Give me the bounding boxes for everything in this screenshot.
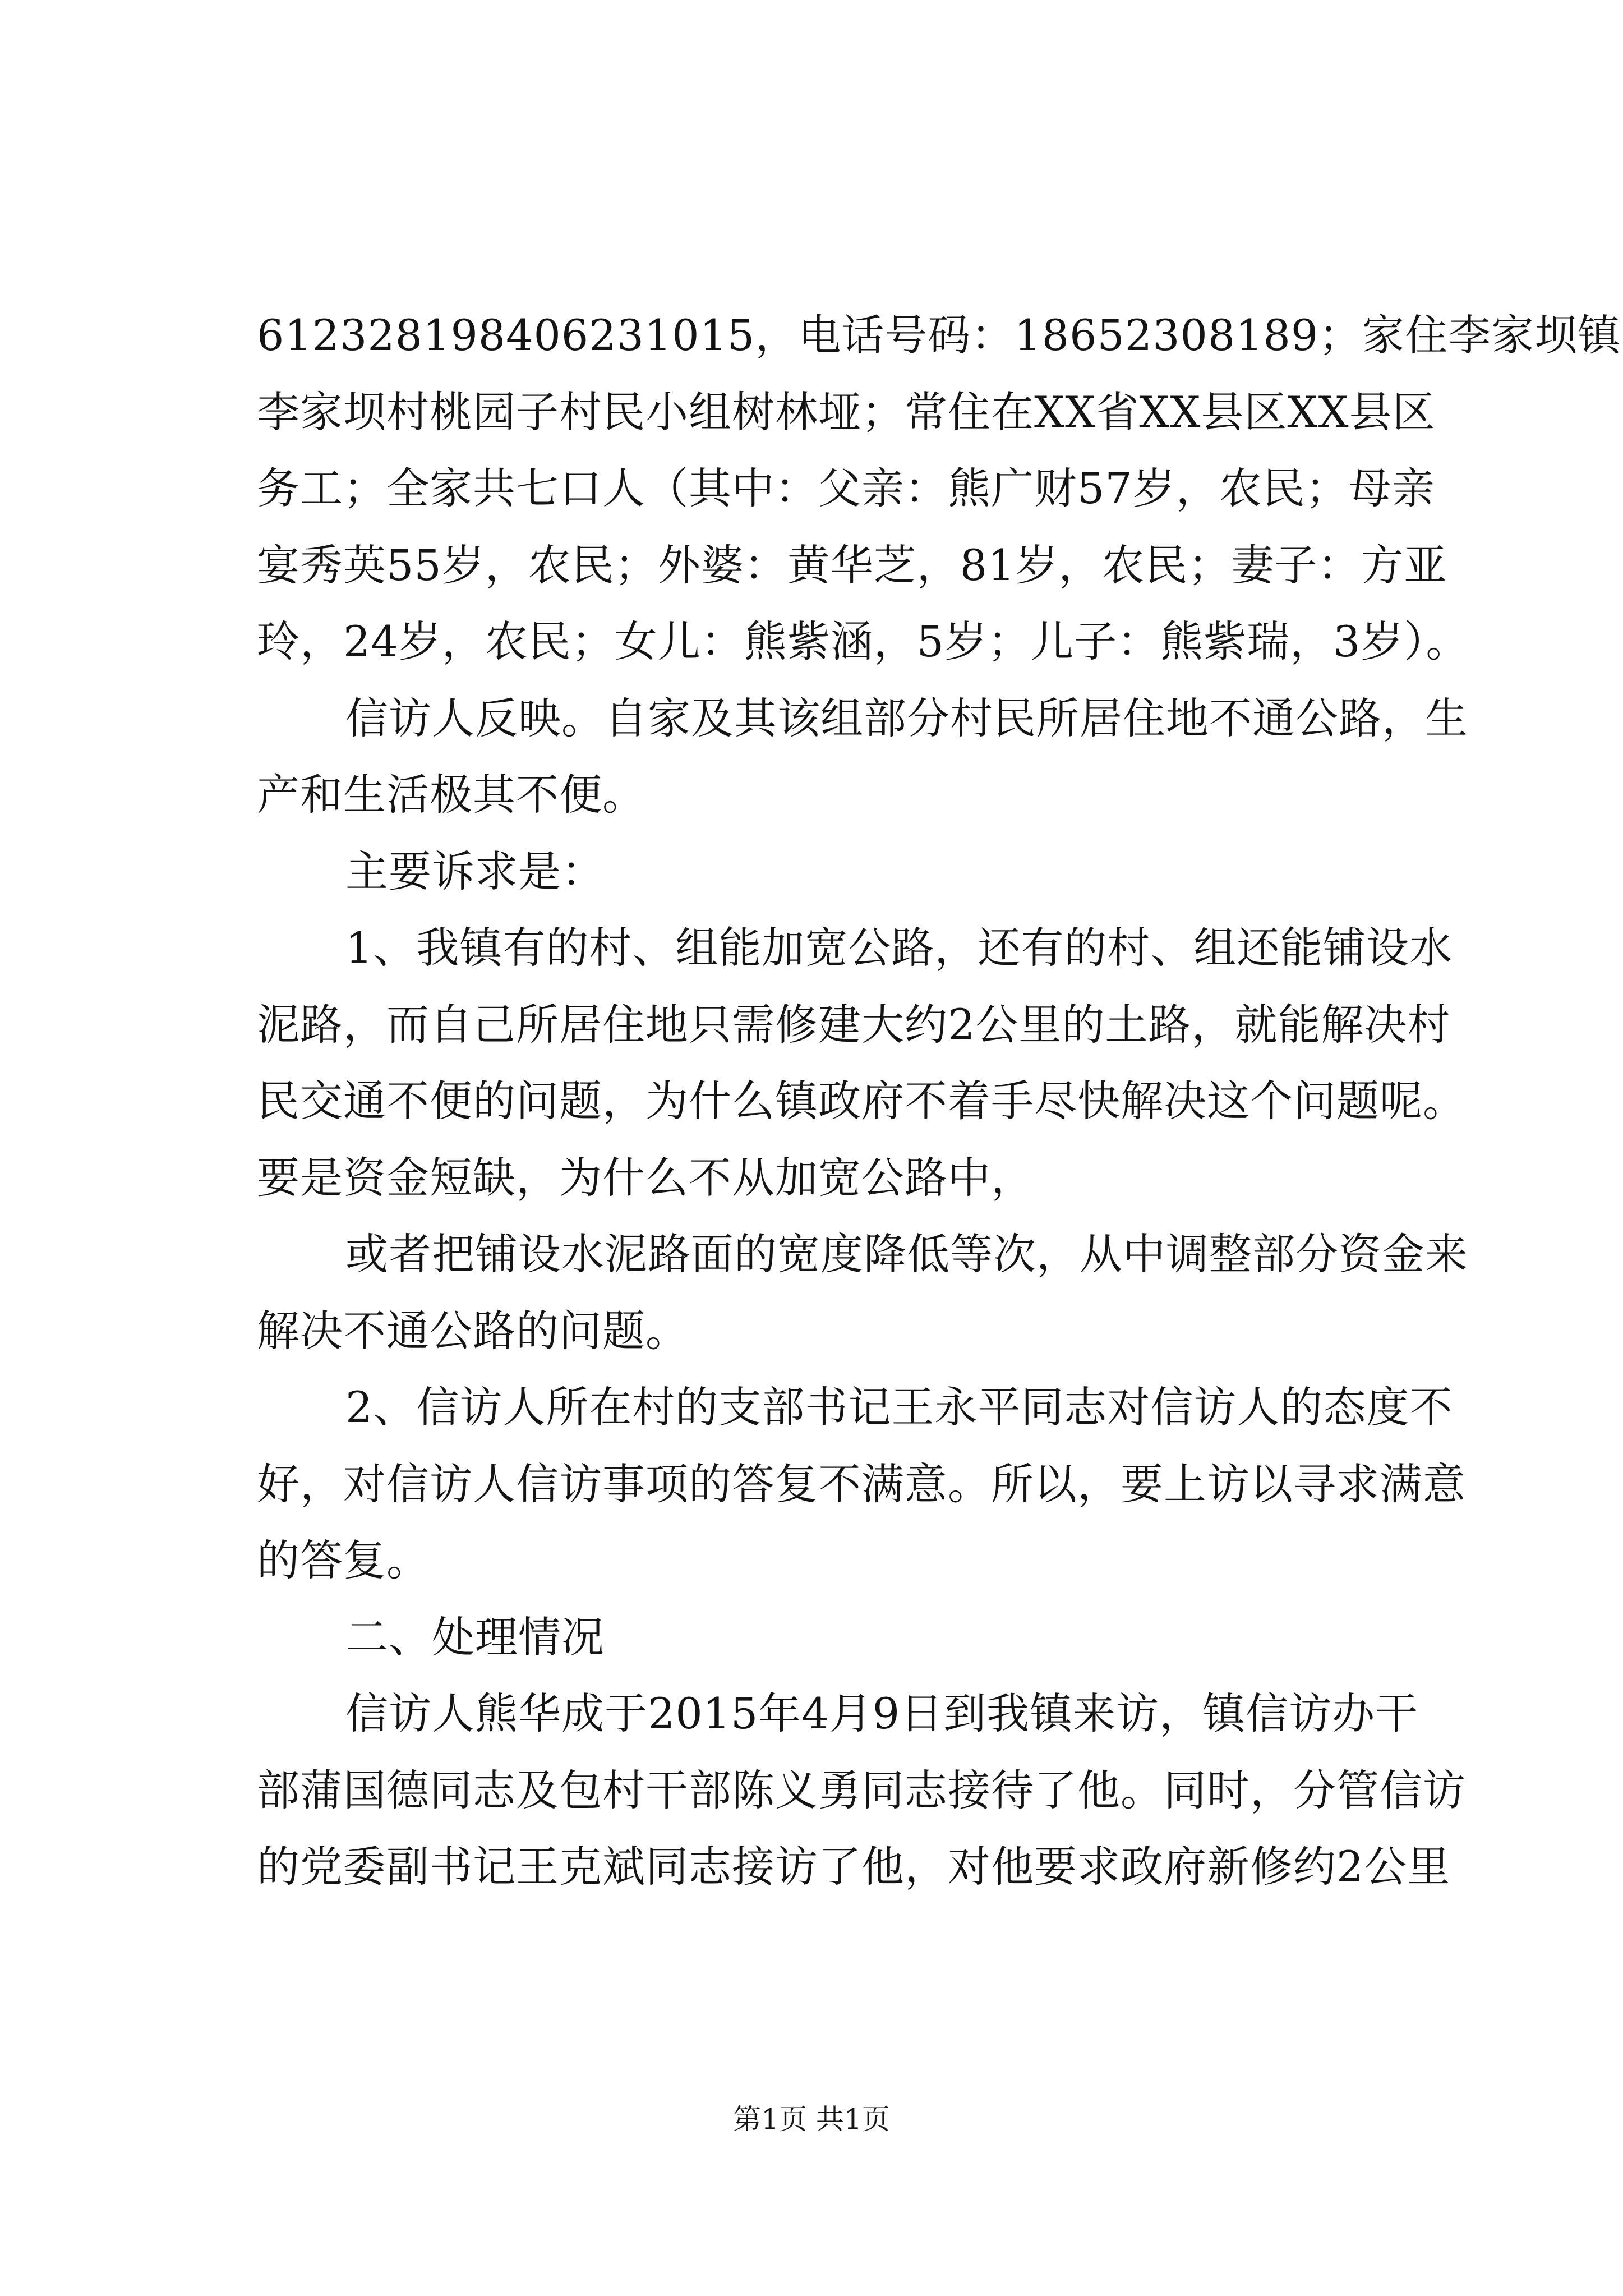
text-line: 产和生活极其不便。 bbox=[257, 770, 645, 820]
document-body bbox=[257, 297, 1621, 1906]
text-line: 信访人熊华成于2015年4月9日到我镇来访，镇信访办干 bbox=[345, 1688, 1419, 1738]
page-number-footer: 第1页 共1页 bbox=[733, 2103, 890, 2136]
text-line: 玲，24岁，农民；女儿：熊紫涵，5岁；儿子：熊紫瑞，3岁）。 bbox=[257, 616, 1469, 666]
text-line: 解决不通公路的问题。 bbox=[257, 1305, 689, 1356]
text-line: 民交通不便的问题，为什么镇政府不着手尽快解决这个问题呢。 bbox=[257, 1076, 1466, 1126]
text-line: 宴秀英55岁，农民；外婆：黄华芝，81岁，农民；妻子：方亚 bbox=[257, 540, 1447, 590]
text-line: 612328198406231015，电话号码：18652308189；家住李家坝镇 bbox=[257, 310, 1621, 360]
text-line: 好，对信访人信访事项的答复不满意。所以，要上访以寻求满意 bbox=[257, 1458, 1466, 1509]
text-line: 的党委副书记王克斌同志接访了他，对他要求政府新修约2公里 bbox=[257, 1842, 1451, 1892]
text-line: 务工；全家共七口人（其中：父亲：熊广财57岁，农民；母亲 bbox=[257, 463, 1435, 513]
text-line: 部蒲国德同志及包村干部陈义勇同志接待了他。同时，分管信访 bbox=[257, 1765, 1466, 1815]
text-line: 1、我镇有的村、组能加宽公路，还有的村、组还能铺设水 bbox=[345, 923, 1453, 973]
text-line: 的答复。 bbox=[257, 1535, 430, 1585]
section-heading: 二、处理情况 bbox=[345, 1612, 605, 1662]
text-line: 或者把铺设水泥路面的宽度降低等次，从中调整部分资金来 bbox=[345, 1229, 1468, 1279]
text-line: 李家坝村桃园子村民小组树林垭；常住在XX省XX县区XX县区 bbox=[257, 386, 1436, 437]
text-line: 泥路，而自己所居住地只需修建大约2公里的土路，就能解决村 bbox=[257, 999, 1451, 1050]
text-line: 信访人反映。自家及其该组部分村民所居住地不通公路，生 bbox=[345, 693, 1468, 743]
text-line: 要是资金短缺，为什么不从加宽公路中， bbox=[257, 1152, 1034, 1203]
text-line: 主要诉求是： bbox=[345, 846, 605, 896]
text-line: 2、信访人所在村的支部书记王永平同志对信访人的态度不 bbox=[345, 1382, 1453, 1432]
